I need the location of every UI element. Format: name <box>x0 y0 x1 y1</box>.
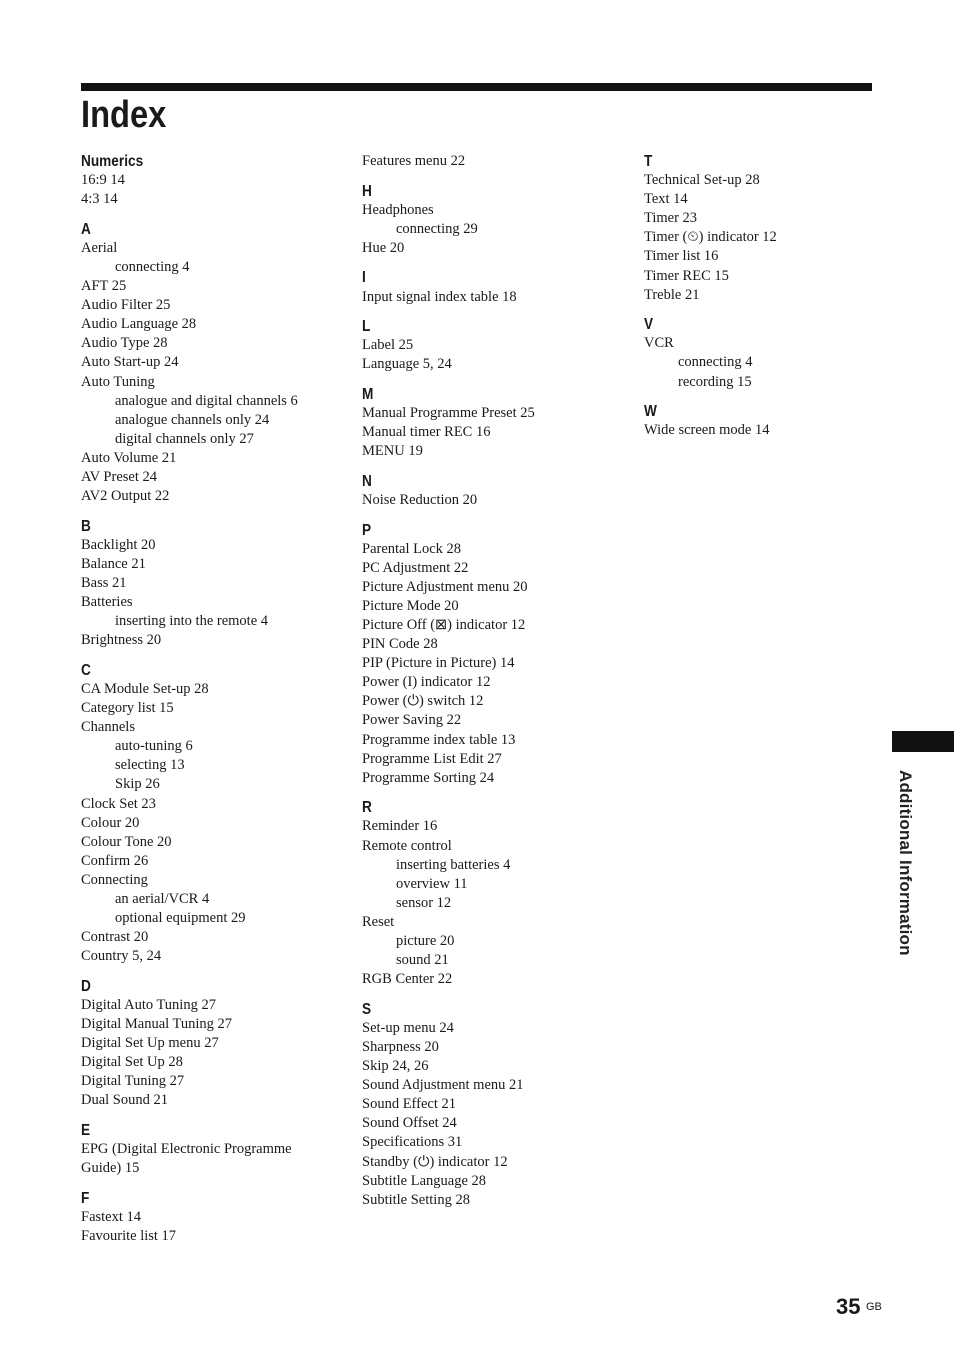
index-section <box>81 1189 351 1246</box>
index-subentry: optional equipment 29 <box>115 910 246 927</box>
index-subentry: digital channels only 27 <box>115 430 254 447</box>
index-entry: Skip 24, 26 <box>362 1058 429 1075</box>
index-subentry: analogue channels only 24 <box>115 411 270 428</box>
index-subentry: sensor 12 <box>396 894 452 911</box>
index-entry: Digital Set Up 28 <box>81 1054 183 1071</box>
index-entry: Colour Tone 20 <box>81 833 172 850</box>
index-letter-heading: R <box>362 799 372 817</box>
index-entry: Text 14 <box>644 191 688 208</box>
index-letter-heading: P <box>362 521 372 539</box>
index-entry: Manual Programme Preset 25 <box>362 405 535 422</box>
index-section <box>81 220 351 506</box>
index-subentry: connecting 4 <box>115 258 190 275</box>
index-entry: Features menu 22 <box>362 153 466 169</box>
index-column-1 <box>81 152 351 1246</box>
index-entry: AV2 Output 22 <box>81 488 170 505</box>
index-entry: Audio Filter 25 <box>81 297 171 314</box>
index-entry: Timer list 16 <box>644 248 719 265</box>
index-entry: PIN Code 28 <box>362 636 438 653</box>
index-subentry: Skip 26 <box>115 776 160 793</box>
index-entry: Picture Adjustment menu 20 <box>362 578 528 595</box>
index-entry: Standby (⏻) indicator 12 <box>362 1153 508 1170</box>
index-letter-heading: N <box>362 472 372 490</box>
index-entry: Country 5, 24 <box>81 948 162 965</box>
index-letter-heading: E <box>81 1122 91 1139</box>
page-number-suffix: GB <box>866 1301 882 1313</box>
index-entry: Balance 21 <box>81 555 146 572</box>
index-entry: Remote control <box>362 837 452 854</box>
index-entry: Subtitle Setting 28 <box>362 1191 470 1208</box>
index-entry: Parental Lock 28 <box>362 540 462 557</box>
index-section <box>362 798 632 989</box>
index-entry: Audio Type 28 <box>81 335 168 352</box>
index-letter-heading: I <box>362 269 366 287</box>
index-entry: Timer 23 <box>644 210 698 227</box>
index-letter-heading: Numerics <box>81 153 144 170</box>
index-entry: Headphones <box>362 201 434 218</box>
index-section <box>362 472 632 510</box>
index-letter-heading: B <box>81 517 91 535</box>
index-entry: Channels <box>81 719 135 736</box>
index-entry: VCR <box>644 335 674 352</box>
index-letter-heading: S <box>362 1000 372 1018</box>
index-entry: Auto Volume 21 <box>81 449 177 466</box>
index-section <box>81 517 351 651</box>
index-subentry: auto-tuning 6 <box>115 738 193 755</box>
index-section <box>362 182 632 258</box>
index-entry: Treble 21 <box>644 286 700 303</box>
index-entry: Manual timer REC 16 <box>362 424 491 441</box>
side-tab-label: Additional Information <box>896 770 915 956</box>
index-entry: Bass 21 <box>81 574 127 591</box>
index-entry: Dual Sound 21 <box>81 1092 168 1109</box>
index-entry: Backlight 20 <box>81 536 156 553</box>
index-entry: Specifications 31 <box>362 1134 463 1151</box>
index-subentry: sound 21 <box>396 952 449 969</box>
index-entry: EPG (Digital Electronic Programme Guide) 15 <box>81 1141 292 1177</box>
index-entry: Audio Language 28 <box>81 316 197 333</box>
index-entry: Wide screen mode 14 <box>644 422 770 439</box>
index-entry: Programme List Edit 27 <box>362 750 502 767</box>
index-entry: AFT 25 <box>81 278 127 295</box>
index-entry: Digital Tuning 27 <box>81 1073 185 1090</box>
index-entry: Sound Adjustment menu 21 <box>362 1077 524 1094</box>
page-number: 35 <box>836 1294 861 1319</box>
index-section <box>362 1000 632 1210</box>
index-section <box>362 385 632 461</box>
index-entry: Timer REC 15 <box>644 267 729 284</box>
index-subentry: picture 20 <box>396 932 455 949</box>
index-letter-heading: L <box>362 318 371 336</box>
index-entry: Input signal index table 18 <box>362 288 517 305</box>
index-entry: Picture Mode 20 <box>362 597 459 614</box>
index-entry: Subtitle Language 28 <box>362 1172 487 1189</box>
index-letter-heading: T <box>644 153 653 170</box>
index-letter-heading: M <box>362 385 374 403</box>
index-column-3 <box>644 152 914 440</box>
index-entry: Sound Effect 21 <box>362 1096 456 1113</box>
index-entry: Batteries <box>81 594 133 611</box>
index-entry: Connecting <box>81 871 148 888</box>
index-section <box>644 402 914 440</box>
index-entry: Contrast 20 <box>81 929 149 946</box>
index-entry: Reset <box>362 913 395 930</box>
index-letter-heading: C <box>81 661 91 679</box>
index-entry: Fastext 14 <box>81 1208 142 1225</box>
index-entry: Digital Manual Tuning 27 <box>81 1016 233 1033</box>
index-entry: Auto Start-up 24 <box>81 354 179 371</box>
index-entry: Timer (⏲) indicator 12 <box>644 229 777 246</box>
index-letter-heading: W <box>644 403 657 421</box>
index-section <box>644 152 914 305</box>
index-subentry: connecting 4 <box>678 354 753 371</box>
index-letter-heading: F <box>81 1189 90 1207</box>
index-entry: Hue 20 <box>362 239 405 256</box>
index-column-2 <box>362 152 632 1210</box>
index-entry: Favourite list 17 <box>81 1227 177 1244</box>
index-subentry: connecting 29 <box>396 220 478 237</box>
index-entry: Picture Off (⊠) indicator 12 <box>362 616 526 633</box>
index-section <box>362 152 632 171</box>
index-entry: Brightness 20 <box>81 632 162 649</box>
index-entry: Power (⏻) switch 12 <box>362 693 484 710</box>
index-letter-heading: H <box>362 182 372 200</box>
index-section <box>644 315 914 391</box>
index-subentry: analogue and digital channels 6 <box>115 392 298 409</box>
index-letter-heading: A <box>81 220 91 238</box>
index-section <box>81 661 351 967</box>
index-entry: Noise Reduction 20 <box>362 491 478 508</box>
index-entry: RGB Center 22 <box>362 971 453 988</box>
index-entry: Sound Offset 24 <box>362 1115 457 1132</box>
index-entry: 4:3 14 <box>81 191 118 208</box>
index-entry: Programme index table 13 <box>362 731 516 748</box>
index-entry: Language 5, 24 <box>362 356 452 373</box>
index-entry: AV Preset 24 <box>81 469 157 485</box>
index-entry: CA Module Set-up 28 <box>81 680 209 697</box>
index-subentry: selecting 13 <box>115 757 185 774</box>
index-entry: Confirm 26 <box>81 852 149 869</box>
index-entry: 16:9 14 <box>81 172 125 189</box>
index-section <box>81 977 351 1111</box>
index-entry: Technical Set-up 28 <box>644 172 760 189</box>
index-subentry: recording 15 <box>678 373 752 390</box>
index-subentry: inserting batteries 4 <box>396 856 511 873</box>
index-section <box>362 268 632 306</box>
index-letter-heading: V <box>644 316 654 334</box>
index-entry: Digital Auto Tuning 27 <box>81 996 216 1013</box>
index-entry: Clock Set 23 <box>81 795 156 812</box>
index-entry: Aerial <box>81 239 118 256</box>
index-entry: Digital Set Up menu 27 <box>81 1035 219 1052</box>
index-section <box>362 521 632 788</box>
index-entry: Auto Tuning <box>81 373 155 390</box>
index-entry: Power (I) indicator 12 <box>362 674 491 691</box>
page-title: Index <box>81 94 167 136</box>
index-subentry: an aerial/VCR 4 <box>115 890 210 907</box>
index-entry: MENU 19 <box>362 443 423 460</box>
index-entry: Category list 15 <box>81 700 174 717</box>
index-entry: Power Saving 22 <box>362 712 462 729</box>
index-subentry: overview 11 <box>396 875 468 892</box>
index-letter-heading: D <box>81 977 91 995</box>
index-entry: Programme Sorting 24 <box>362 769 495 786</box>
index-subentry: inserting into the remote 4 <box>115 613 269 630</box>
index-entry: Sharpness 20 <box>362 1038 439 1055</box>
index-entry: Reminder 16 <box>362 818 438 835</box>
index-section <box>362 317 632 374</box>
index-entry: Label 25 <box>362 337 414 354</box>
index-entry: Colour 20 <box>81 814 140 831</box>
index-entry: PC Adjustment 22 <box>362 559 469 576</box>
index-section <box>81 152 351 209</box>
index-entry: Set-up menu 24 <box>362 1019 454 1036</box>
index-section <box>81 1121 351 1178</box>
side-tab-marker <box>892 731 954 752</box>
index-entry: PIP (Picture in Picture) 14 <box>362 655 515 672</box>
title-rule <box>81 83 872 91</box>
